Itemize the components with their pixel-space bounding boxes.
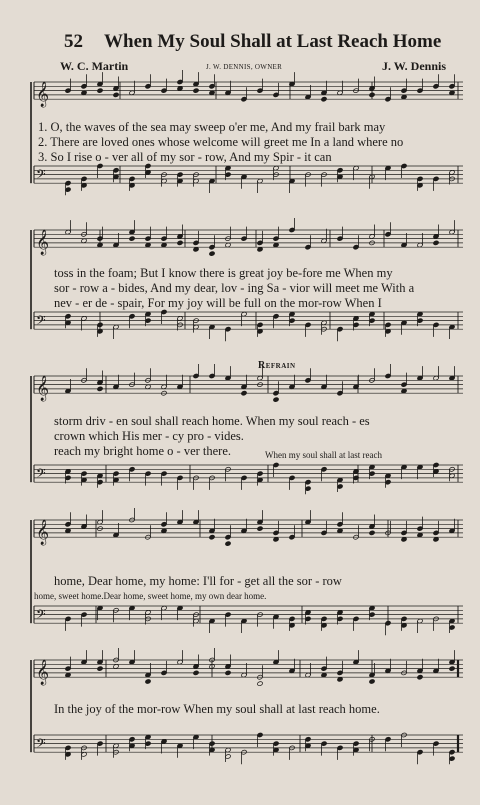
hymn-title: When My Soul Shall at Last Reach Home — [104, 31, 442, 52]
refrain-line-2: In the joy of the mor-row When my soul shall at last reach home. — [54, 702, 380, 716]
verse-2-line-2: sor - row a - bides, And my dear, lov - ing Sa - vior will meet me With a — [54, 281, 415, 295]
bass-echo-text-1: When my soul shall at last reach — [265, 450, 382, 460]
composer: J. W. Dennis — [382, 59, 447, 73]
svg-text:𝄢: 𝄢 — [36, 607, 46, 626]
verse-1-line-1: 1. O, the waves of the sea may sweep o'er me, And my frail bark may — [38, 120, 386, 134]
svg-text:𝄞: 𝄞 — [36, 82, 50, 108]
hymn-number: 52 — [64, 31, 83, 52]
svg-text:𝄢: 𝄢 — [36, 167, 46, 186]
svg-text:𝄞: 𝄞 — [36, 660, 50, 686]
verse-3-line-2: nev - er de - spair, For my joy will be full on the mor-row When I — [54, 296, 382, 310]
bass-echo-text-2: home, sweet home.Dear home, sweet home, my own dear home. — [34, 591, 267, 601]
copyright-owner: J. W. DENNIS, OWNER — [206, 63, 283, 71]
refrain-line-1: home, Dear home, my home: I'll for - get all the sor - row — [54, 574, 342, 588]
refrain-label: Refrain — [258, 360, 296, 371]
verse-3-line-3: reach my bright home o - ver there. — [54, 444, 232, 458]
svg-text:𝄢: 𝄢 — [36, 466, 46, 485]
svg-text:𝄢: 𝄢 — [36, 313, 46, 332]
svg-text:𝄞: 𝄞 — [36, 376, 50, 402]
svg-text:𝄢: 𝄢 — [36, 736, 46, 755]
verse-1-line-3: storm driv - en soul shall reach home. When my soul reach - es — [54, 414, 370, 428]
svg-text:𝄞: 𝄞 — [36, 230, 50, 256]
verse-3-line-1: 3. So I rise o - ver all of my sor - row, And my Spir - it can — [38, 150, 332, 164]
svg-text:𝄞: 𝄞 — [36, 520, 50, 546]
lyricist: W. C. Martin — [60, 59, 129, 73]
verse-2-line-3: crown which His mer - cy pro - vides. — [54, 429, 244, 443]
verse-1-line-2: toss in the foam; But I know there is great joy be-fore me When my — [54, 266, 393, 280]
verse-2-line-1: 2. There are loved ones whose welcome will greet me In a land where no — [38, 135, 404, 149]
